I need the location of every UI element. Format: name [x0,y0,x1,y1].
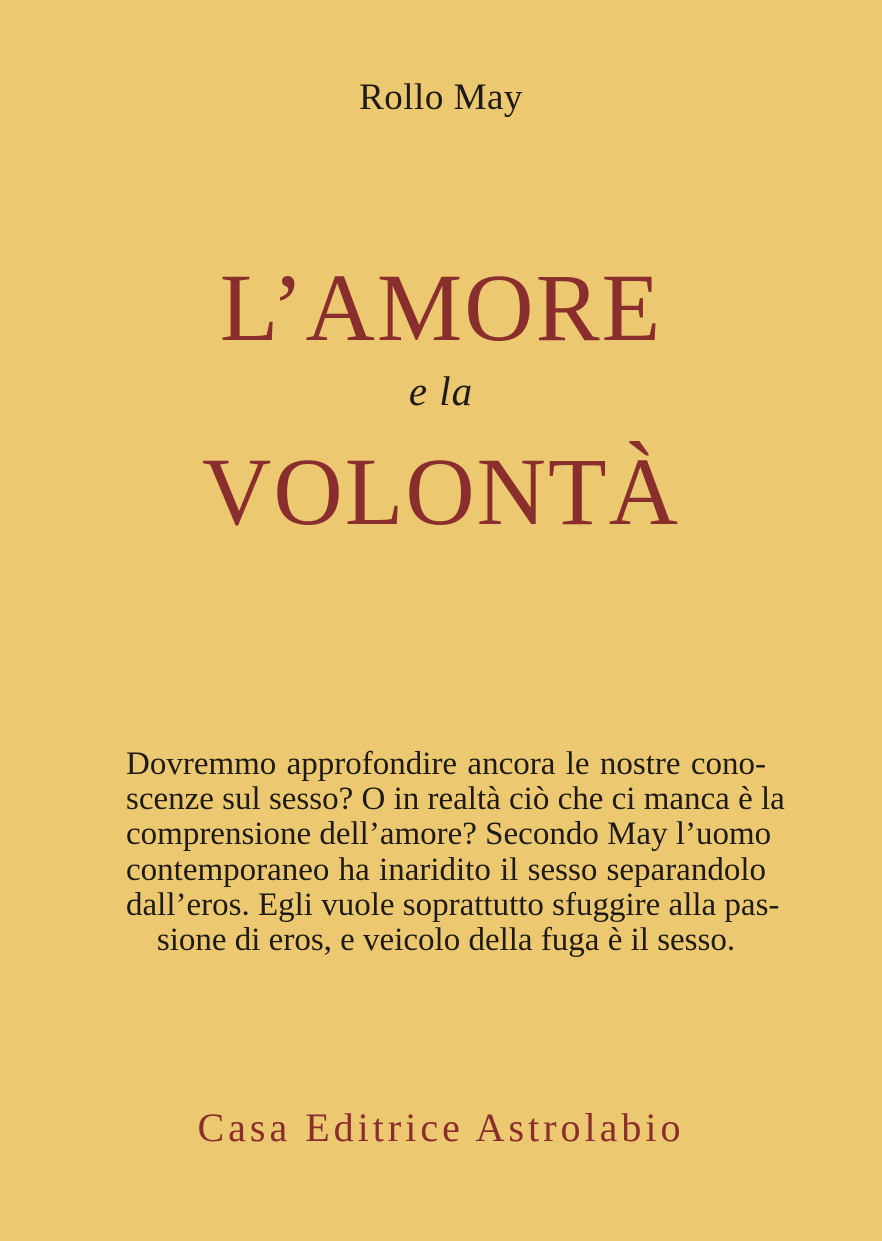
title-conjunction: e la [408,368,474,414]
blurb-line: contemporaneo ha inaridito il sesso separandolo [126,851,766,888]
back-blurb [126,746,785,959]
blurb-line: Dovremmo approfondire ancora le nostre cono- [126,746,766,782]
blurb-line: dall’eros. Egli vuole soprattutto sfuggire alla pas- [126,886,780,923]
blurb-line: sione di eros, e veicolo della fuga è il sesso. [156,922,736,959]
author-name: Rollo May [359,77,523,118]
blurb-line: comprensione dell’amore? Secondo May l’uomo [126,816,772,853]
title-line-volonta: VOLONTÀ [202,438,680,545]
publisher-name: Casa Editrice Astrolabio [197,1105,685,1150]
title-line-amore: L’AMORE [219,254,663,361]
blurb-line: scenze sul sesso? O in realtà ciò che ci manca è la [126,781,785,818]
